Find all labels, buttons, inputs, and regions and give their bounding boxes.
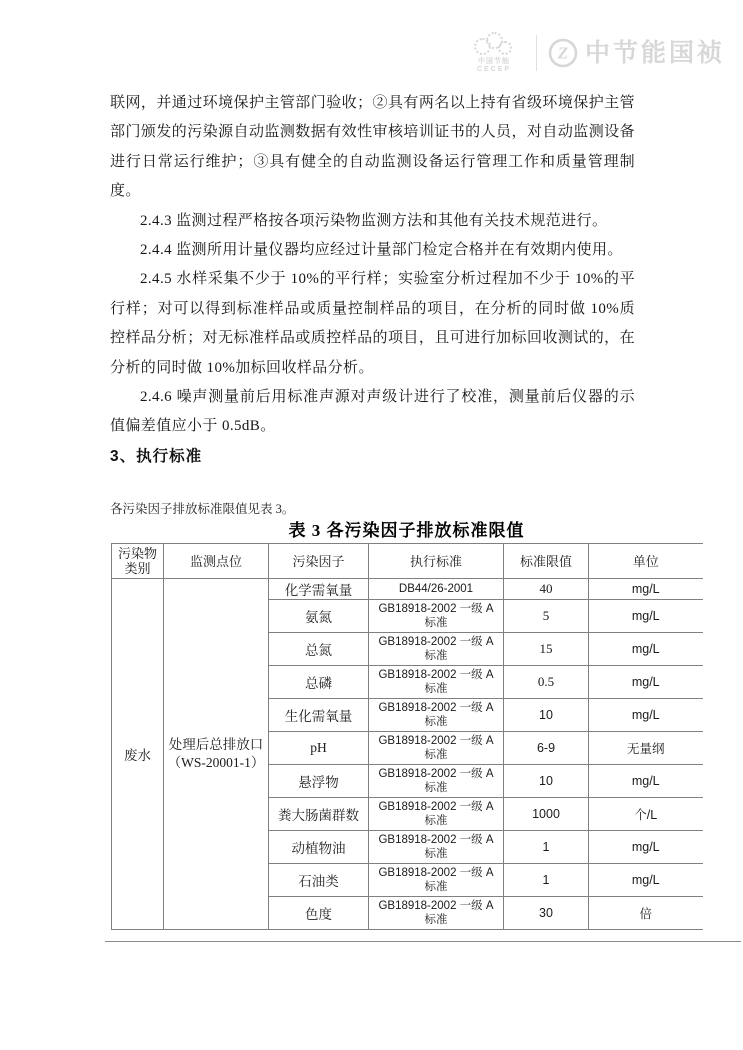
table-row	[112, 579, 703, 600]
limit-cell: 5	[504, 600, 589, 633]
limit-cell: 0.5	[504, 666, 589, 699]
factor-cell: 石油类	[269, 864, 369, 897]
limit-cell: 10	[504, 765, 589, 798]
standard-cell: DB44/26-2001	[369, 579, 504, 600]
dotted-circles-icon	[472, 32, 516, 58]
svg-text:Z: Z	[557, 43, 569, 63]
standard-cell: GB18918-2002 一级 A 标准	[369, 864, 504, 897]
standard-cell: GB18918-2002 一级 A 标准	[369, 666, 504, 699]
unit-cell: 无量纲	[589, 732, 703, 765]
cecep-logo	[472, 32, 516, 74]
standard-cell: GB18918-2002 一级 A 标准	[369, 831, 504, 864]
limit-cell: 30	[504, 897, 589, 930]
factor-cell: 生化需氧量	[269, 699, 369, 732]
factor-cell: 总氮	[269, 633, 369, 666]
standards-table	[111, 543, 703, 930]
limit-cell: 10	[504, 699, 589, 732]
monitoring-point-line1: 处理后总排放口	[168, 737, 264, 752]
factor-cell: 粪大肠菌群数	[269, 798, 369, 831]
unit-cell: 倍	[589, 897, 703, 930]
standard-cell: GB18918-2002 一级 A 标准	[369, 600, 504, 633]
body-text	[110, 89, 635, 442]
factor-cell: 总磷	[269, 666, 369, 699]
limit-cell: 1000	[504, 798, 589, 831]
unit-cell: mg/L	[589, 666, 703, 699]
unit-cell: mg/L	[589, 699, 703, 732]
column-header-limit: 标准限值	[504, 544, 589, 579]
unit-cell: mg/L	[589, 579, 703, 600]
unit-cell: mg/L	[589, 633, 703, 666]
guozhen-logo-text: 中节能国祯	[584, 39, 725, 67]
standard-cell: GB18918-2002 一级 A 标准	[369, 897, 504, 930]
standard-cell: GB18918-2002 一级 A 标准	[369, 732, 504, 765]
factor-cell: 色度	[269, 897, 369, 930]
table-intro: 各污染因子排放标准限值见表 3。	[110, 502, 295, 516]
standard-cell: GB18918-2002 一级 A 标准	[369, 798, 504, 831]
monitoring-point-line2: （WS-20001-1）	[167, 755, 265, 770]
limit-cell: 6-9	[504, 732, 589, 765]
column-header-standard: 执行标准	[369, 544, 504, 579]
cecep-en-label: CECEP	[476, 66, 512, 73]
table-bottom-rule	[105, 941, 741, 942]
header-logos	[472, 32, 725, 74]
column-header-factor: 污染因子	[269, 544, 369, 579]
standard-cell: GB18918-2002 一级 A 标准	[369, 765, 504, 798]
limit-cell: 15	[504, 633, 589, 666]
cecep-cn-label: 中国节能	[477, 58, 510, 65]
factor-cell: 悬浮物	[269, 765, 369, 798]
unit-cell: mg/L	[589, 765, 703, 798]
column-header-category: 污染物类别	[112, 544, 164, 579]
guozhen-logo	[547, 37, 725, 69]
section-heading: 3、执行标准	[110, 448, 203, 465]
table-title: 表 3 各污染因子排放标准限值	[288, 521, 525, 540]
column-header-point: 监测点位	[164, 544, 269, 579]
column-header-unit: 单位	[589, 544, 703, 579]
category-cell: 废水	[112, 579, 164, 930]
limit-cell: 1	[504, 864, 589, 897]
paragraph-2-4-6: 2.4.6 噪声测量前后用标准声源对声级计进行了校准，测量前后仪器的示值偏差值应小于 0.5dB。	[110, 389, 635, 435]
unit-cell: mg/L	[589, 864, 703, 897]
unit-cell: mg/L	[589, 831, 703, 864]
unit-cell: 个/L	[589, 798, 703, 831]
factor-cell: 化学需氧量	[269, 579, 369, 600]
paragraph-2-4-3: 2.4.3 监测过程严格按各项污染物监测方法和其他有关技术规范进行。	[140, 212, 608, 229]
paragraph-2-4-5: 2.4.5 水样采集不少于 10%的平行样；实验室分析过程加不少于 10%的平行样；对可以得到标准样品或质量控制样品的项目，在分析的同时做 10%质控样品分析；对无标准样品或质控样品的项目，且可进行加标回收测试的，在分析的同时做 10%加标回收样品分析。	[110, 271, 635, 376]
factor-cell: pH	[269, 732, 369, 765]
limit-cell: 1	[504, 831, 589, 864]
limit-cell: 40	[504, 579, 589, 600]
factor-cell: 氨氮	[269, 600, 369, 633]
paragraph-2-4-4: 2.4.4 监测所用计量仪器均应经过计量部门检定合格并在有效期内使用。	[140, 242, 623, 259]
circle-z-icon	[547, 37, 585, 69]
standard-cell: GB18918-2002 一级 A 标准	[369, 699, 504, 732]
unit-cell: mg/L	[589, 600, 703, 633]
standard-cell: GB18918-2002 一级 A 标准	[369, 633, 504, 666]
monitoring-point-cell	[164, 579, 269, 930]
table-header-row	[112, 544, 703, 579]
factor-cell: 动植物油	[269, 831, 369, 864]
logo-divider	[536, 35, 537, 71]
paragraph-continuation: 联网，并通过环境保护主管部门验收；②具有两名以上持有省级环境保护主管部门颁发的污染源自动监测数据有效性审核培训证书的人员，对自动监测设备进行日常运行维护；③具有健全的自动监测设备运行管理工作和质量管理制度。	[110, 95, 635, 200]
